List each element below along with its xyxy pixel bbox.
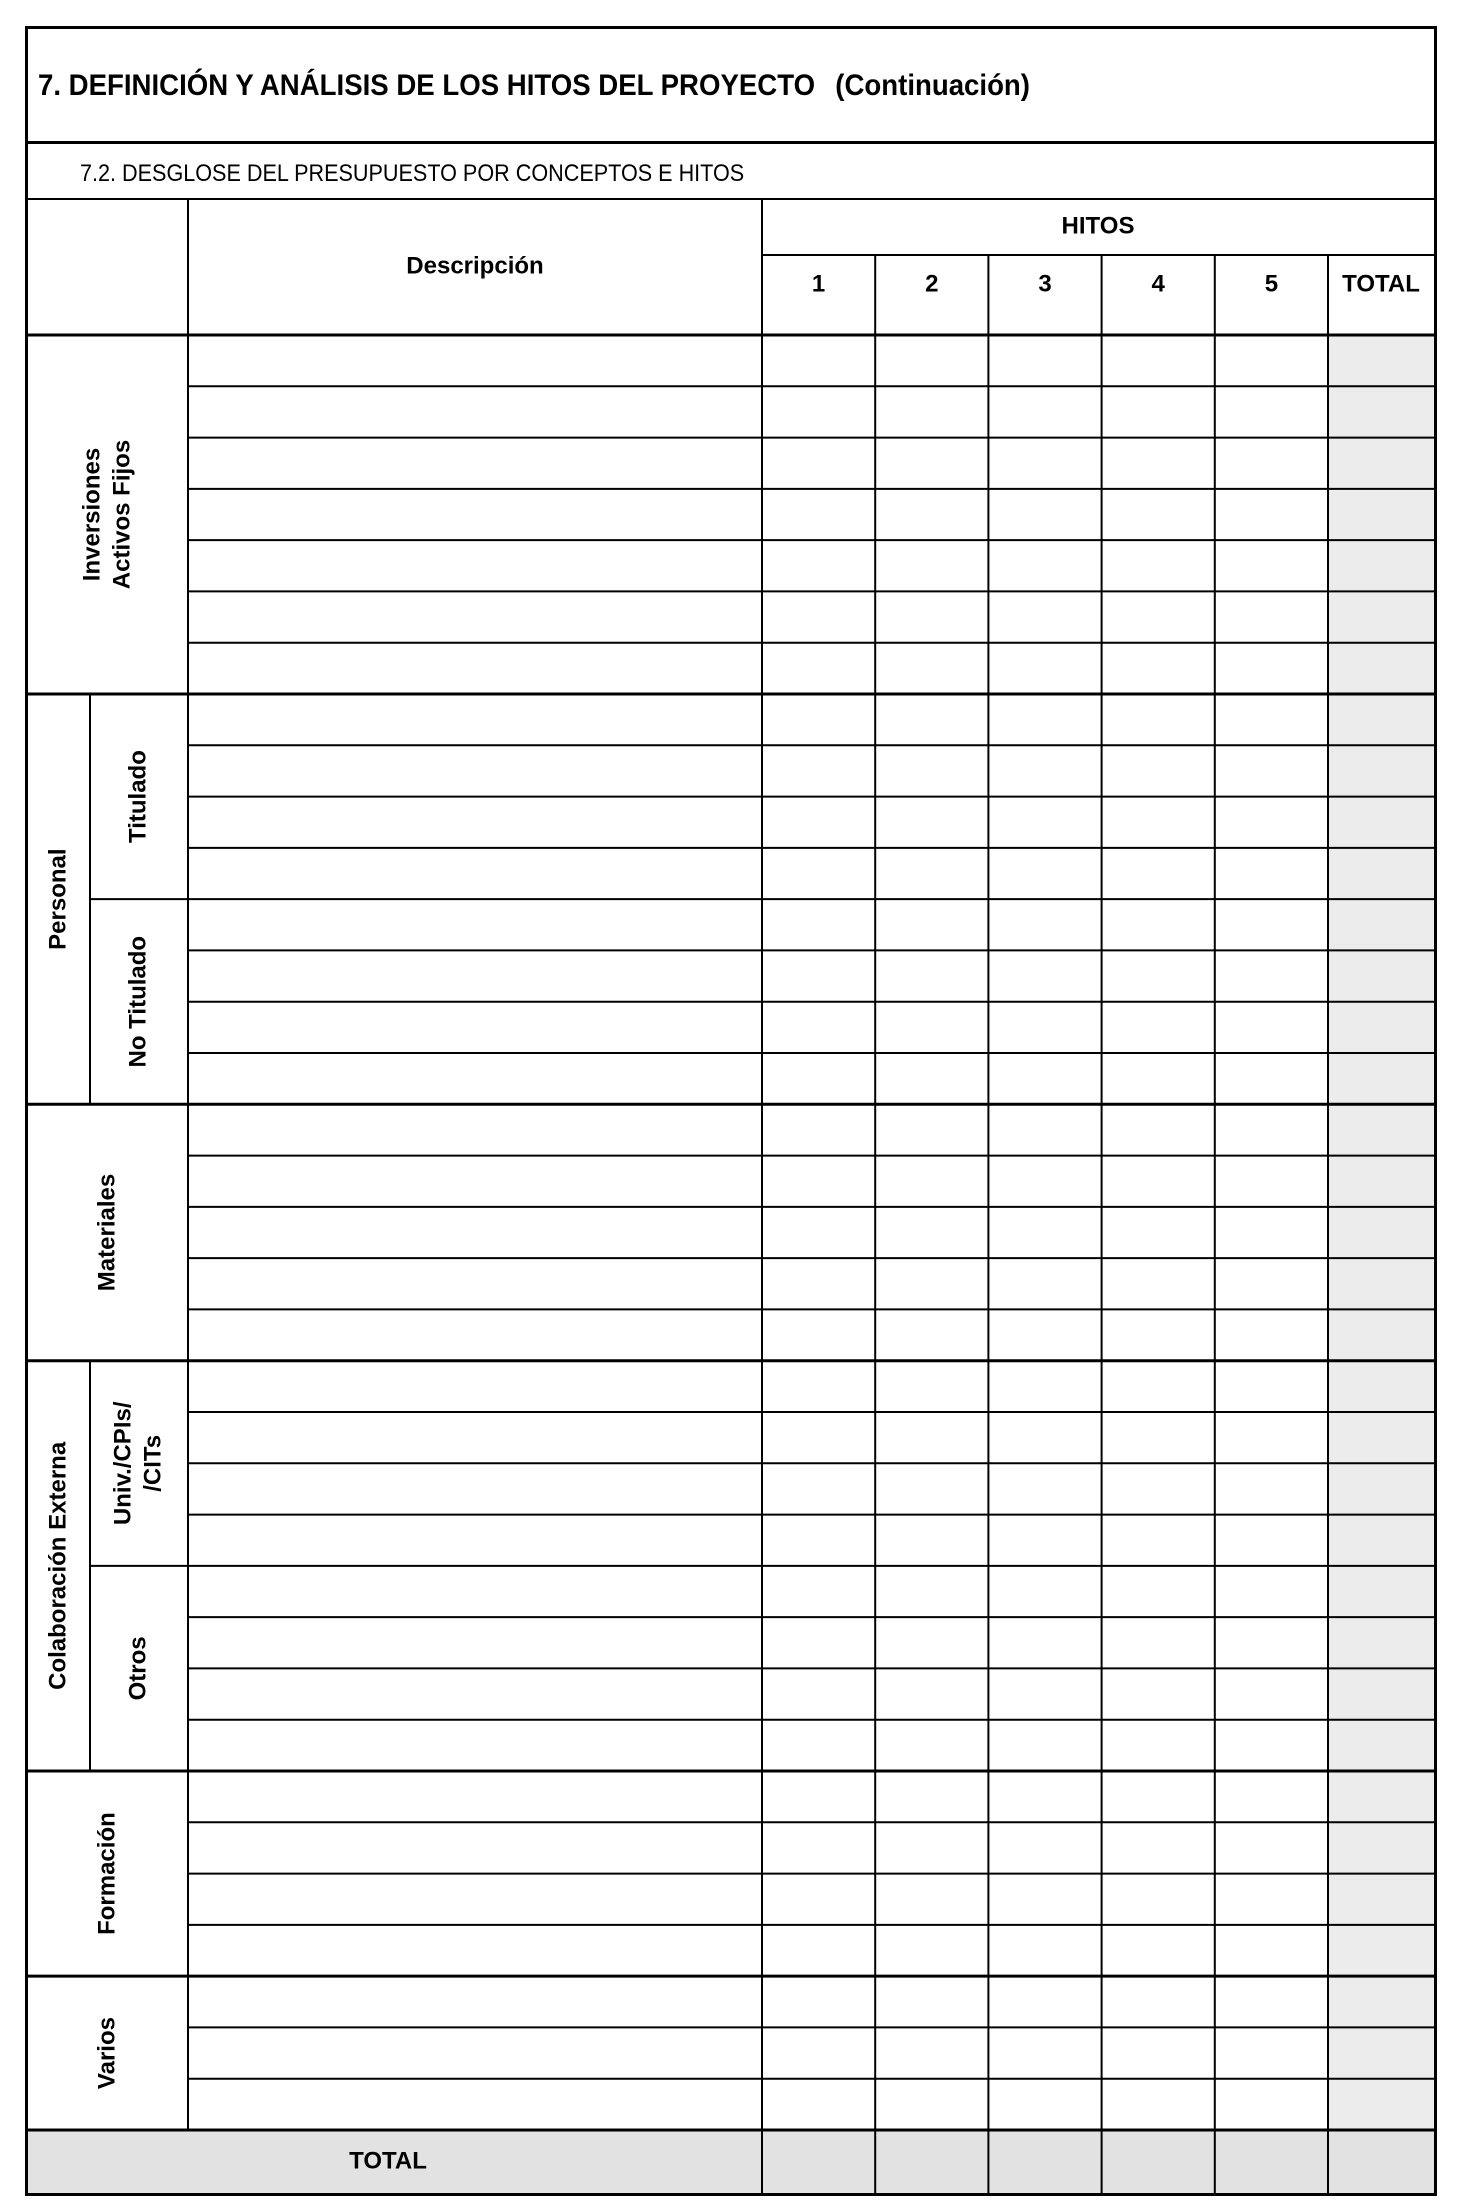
hito-4-cell[interactable] bbox=[1102, 591, 1215, 642]
hito-2-cell[interactable] bbox=[875, 489, 988, 540]
hito-4-cell[interactable] bbox=[1102, 1874, 1215, 1925]
hito-3-cell[interactable] bbox=[988, 1002, 1101, 1053]
hito-2-cell[interactable] bbox=[875, 745, 988, 796]
hito-2-cell[interactable] bbox=[875, 591, 988, 642]
total-cell[interactable] bbox=[1328, 1207, 1434, 1258]
hito-3-cell[interactable] bbox=[988, 591, 1101, 642]
description-cell[interactable] bbox=[188, 1463, 762, 1514]
hito-3-cell[interactable] bbox=[988, 2027, 1101, 2078]
hito-2-cell[interactable] bbox=[875, 1053, 988, 1104]
hito-3-cell[interactable] bbox=[988, 489, 1101, 540]
hito-4-cell[interactable] bbox=[1102, 335, 1215, 386]
hito-3-cell[interactable] bbox=[988, 1617, 1101, 1668]
hito-1-cell[interactable] bbox=[762, 1156, 875, 1207]
hito-2-cell[interactable] bbox=[875, 1925, 988, 1976]
total-cell[interactable] bbox=[1328, 899, 1434, 950]
total-cell[interactable] bbox=[1328, 1412, 1434, 1463]
hito-4-cell[interactable] bbox=[1102, 745, 1215, 796]
hito-3-cell[interactable] bbox=[988, 1925, 1101, 1976]
hito-3-cell[interactable] bbox=[988, 1976, 1101, 2027]
hito-3-cell[interactable] bbox=[988, 950, 1101, 1001]
total-cell[interactable] bbox=[1328, 438, 1434, 489]
hito-1-cell[interactable] bbox=[762, 848, 875, 899]
hito-2-cell[interactable] bbox=[875, 1258, 988, 1309]
hito-3-cell[interactable] bbox=[988, 1207, 1101, 1258]
hito-5-cell[interactable] bbox=[1215, 1925, 1328, 1976]
hito-2-cell[interactable] bbox=[875, 899, 988, 950]
description-cell[interactable] bbox=[188, 1668, 762, 1719]
hito-1-cell[interactable] bbox=[762, 386, 875, 437]
total-cell[interactable] bbox=[1328, 2027, 1434, 2078]
hito-4-cell[interactable] bbox=[1102, 1771, 1215, 1822]
hito-5-cell[interactable] bbox=[1215, 1156, 1328, 1207]
description-cell[interactable] bbox=[188, 1976, 762, 2027]
total-cell[interactable] bbox=[1328, 1566, 1434, 1617]
hito-1-cell[interactable] bbox=[762, 591, 875, 642]
hito-4-cell[interactable] bbox=[1102, 438, 1215, 489]
description-cell[interactable] bbox=[188, 1771, 762, 1822]
hito-3-cell[interactable] bbox=[988, 745, 1101, 796]
total-cell[interactable] bbox=[1328, 1053, 1434, 1104]
hito-2-cell[interactable] bbox=[875, 1361, 988, 1412]
hito-1-cell[interactable] bbox=[762, 1053, 875, 1104]
hito-5-cell[interactable] bbox=[1215, 745, 1328, 796]
hito-4-cell[interactable] bbox=[1102, 1822, 1215, 1873]
group-colaboracion-externa-label-line: Colaboración Externa bbox=[44, 1441, 72, 1690]
subgroup-univ-cpis-cits-label-line: Univ./CPIs/ bbox=[109, 1401, 137, 1526]
total-cell[interactable] bbox=[1328, 1156, 1434, 1207]
hito-4-cell[interactable] bbox=[1102, 1053, 1215, 1104]
hito-2-cell[interactable] bbox=[875, 1463, 988, 1514]
hito-5-cell[interactable] bbox=[1215, 489, 1328, 540]
description-cell[interactable] bbox=[188, 1309, 762, 1360]
hito-3-cell[interactable] bbox=[988, 1720, 1101, 1771]
subgroup-otros-label-line: Otros bbox=[124, 1636, 152, 1701]
hito-4-cell[interactable] bbox=[1102, 848, 1215, 899]
hito-4-cell[interactable] bbox=[1102, 1720, 1215, 1771]
hito-2-cell[interactable] bbox=[875, 1309, 988, 1360]
hito-3-cell[interactable] bbox=[988, 386, 1101, 437]
description-cell[interactable] bbox=[188, 1822, 762, 1873]
hito-5-cell[interactable] bbox=[1215, 2027, 1328, 2078]
description-cell[interactable] bbox=[188, 694, 762, 745]
total-column-header: TOTAL bbox=[1342, 270, 1420, 298]
hito-4-cell[interactable] bbox=[1102, 1463, 1215, 1514]
hito-2-cell[interactable] bbox=[875, 1874, 988, 1925]
hito-1-cell[interactable] bbox=[762, 1720, 875, 1771]
hito-3-cell[interactable] bbox=[988, 1053, 1101, 1104]
hito-1-cell[interactable] bbox=[762, 438, 875, 489]
description-cell[interactable] bbox=[188, 745, 762, 796]
hito-4-cell[interactable] bbox=[1102, 950, 1215, 1001]
description-cell[interactable] bbox=[188, 1361, 762, 1412]
group-formacion-label bbox=[93, 1812, 120, 1935]
total-cell[interactable] bbox=[1328, 1309, 1434, 1360]
total-cell[interactable] bbox=[1328, 643, 1434, 694]
section-title-continuation: (Continuación) bbox=[835, 69, 1030, 102]
hito-1-cell[interactable] bbox=[762, 1822, 875, 1873]
total-cell[interactable] bbox=[1328, 1258, 1434, 1309]
hito-5-cell[interactable] bbox=[1215, 1617, 1328, 1668]
hito-1-cell[interactable] bbox=[762, 1668, 875, 1719]
group-personal-label-line: Personal bbox=[44, 848, 72, 950]
hito-4-cell[interactable] bbox=[1102, 1361, 1215, 1412]
hito-4-header: 4 bbox=[1151, 270, 1165, 298]
hito-4-cell[interactable] bbox=[1102, 1207, 1215, 1258]
total-cell[interactable] bbox=[1328, 1668, 1434, 1719]
hito-1-cell[interactable] bbox=[762, 745, 875, 796]
hito-1-cell[interactable] bbox=[762, 1925, 875, 1976]
group-varios-label-line: Varios bbox=[93, 2017, 121, 2090]
hito-1-header: 1 bbox=[811, 270, 826, 298]
hito-1-cell[interactable] bbox=[762, 2079, 875, 2130]
hito-2-cell[interactable] bbox=[875, 1566, 988, 1617]
hito-3-cell[interactable] bbox=[988, 1874, 1101, 1925]
total-cell[interactable] bbox=[1328, 489, 1434, 540]
hito-5-cell[interactable] bbox=[1215, 591, 1328, 642]
hito-5-cell[interactable] bbox=[1215, 848, 1328, 899]
hito-1-cell[interactable] bbox=[762, 1771, 875, 1822]
hito-2-cell[interactable] bbox=[875, 1720, 988, 1771]
hito-5-cell[interactable] bbox=[1215, 1463, 1328, 1514]
description-cell[interactable] bbox=[188, 1617, 762, 1668]
hito-4-cell[interactable] bbox=[1102, 1412, 1215, 1463]
group-inversiones-activos-fijos-label-line: Activos Fijos bbox=[108, 439, 136, 590]
grand-total-total-cell[interactable] bbox=[1328, 2130, 1434, 2193]
grand-total-hito-1-cell[interactable] bbox=[762, 2130, 875, 2193]
hito-5-cell[interactable] bbox=[1215, 2079, 1328, 2130]
hito-2-cell[interactable] bbox=[875, 643, 988, 694]
hito-4-cell[interactable] bbox=[1102, 386, 1215, 437]
hito-3-cell[interactable] bbox=[988, 694, 1101, 745]
description-cell[interactable] bbox=[188, 2079, 762, 2130]
hito-2-cell[interactable] bbox=[875, 694, 988, 745]
hito-3-cell[interactable] bbox=[988, 335, 1101, 386]
total-cell[interactable] bbox=[1328, 386, 1434, 437]
description-cell[interactable] bbox=[188, 1002, 762, 1053]
hito-5-cell[interactable] bbox=[1215, 540, 1328, 591]
hito-5-cell[interactable] bbox=[1215, 1566, 1328, 1617]
hito-4-cell[interactable] bbox=[1102, 1668, 1215, 1719]
hito-5-cell[interactable] bbox=[1215, 1976, 1328, 2027]
group-materiales-label bbox=[93, 1174, 120, 1291]
hito-2-cell[interactable] bbox=[875, 1412, 988, 1463]
description-cell[interactable] bbox=[188, 643, 762, 694]
hito-3-cell[interactable] bbox=[988, 2079, 1101, 2130]
description-cell[interactable] bbox=[188, 950, 762, 1001]
total-cell[interactable] bbox=[1328, 1976, 1434, 2027]
description-cell[interactable] bbox=[188, 489, 762, 540]
hito-2-cell[interactable] bbox=[875, 1515, 988, 1566]
hito-4-cell[interactable] bbox=[1102, 540, 1215, 591]
hito-1-cell[interactable] bbox=[762, 1412, 875, 1463]
hito-3-cell[interactable] bbox=[988, 1361, 1101, 1412]
hito-2-cell[interactable] bbox=[875, 1156, 988, 1207]
hito-2-header: 2 bbox=[925, 270, 939, 298]
subgroup-no-titulado-label-line: No Titulado bbox=[124, 935, 152, 1068]
hito-4-cell[interactable] bbox=[1102, 2079, 1215, 2130]
hito-2-cell[interactable] bbox=[875, 848, 988, 899]
subgroup-univ-cpis-cits-label-line: /CITs bbox=[139, 1434, 167, 1492]
hito-2-cell[interactable] bbox=[875, 1002, 988, 1053]
hito-3-cell[interactable] bbox=[988, 1771, 1101, 1822]
total-cell[interactable] bbox=[1328, 848, 1434, 899]
hito-4-cell[interactable] bbox=[1102, 694, 1215, 745]
hito-5-cell[interactable] bbox=[1215, 438, 1328, 489]
total-cell[interactable] bbox=[1328, 745, 1434, 796]
hito-3-cell[interactable] bbox=[988, 1156, 1101, 1207]
hito-5-cell[interactable] bbox=[1215, 386, 1328, 437]
total-cell[interactable] bbox=[1328, 1874, 1434, 1925]
total-cell[interactable] bbox=[1328, 1617, 1434, 1668]
description-cell[interactable] bbox=[188, 1053, 762, 1104]
subgroup-univ-cpis-cits-label bbox=[109, 1401, 166, 1525]
hito-5-cell[interactable] bbox=[1215, 1412, 1328, 1463]
hito-4-cell[interactable] bbox=[1102, 1156, 1215, 1207]
description-cell[interactable] bbox=[188, 1412, 762, 1463]
hito-1-cell[interactable] bbox=[762, 694, 875, 745]
hito-4-cell[interactable] bbox=[1102, 2027, 1215, 2078]
hito-1-cell[interactable] bbox=[762, 1874, 875, 1925]
hito-5-cell[interactable] bbox=[1215, 797, 1328, 848]
grand-total-hito-5-cell[interactable] bbox=[1215, 2130, 1328, 2193]
hito-1-cell[interactable] bbox=[762, 1617, 875, 1668]
hito-2-cell[interactable] bbox=[875, 1976, 988, 2027]
description-cell[interactable] bbox=[188, 386, 762, 437]
hito-4-cell[interactable] bbox=[1102, 489, 1215, 540]
hito-5-cell[interactable] bbox=[1215, 1104, 1328, 1155]
hito-5-cell[interactable] bbox=[1215, 335, 1328, 386]
hito-1-cell[interactable] bbox=[762, 1566, 875, 1617]
hitos-header: HITOS bbox=[1061, 212, 1135, 240]
hito-5-cell[interactable] bbox=[1215, 950, 1328, 1001]
hito-5-cell[interactable] bbox=[1215, 1720, 1328, 1771]
hito-1-cell[interactable] bbox=[762, 899, 875, 950]
hito-1-cell[interactable] bbox=[762, 1515, 875, 1566]
hito-5-header: 5 bbox=[1264, 270, 1279, 298]
hito-1-cell[interactable] bbox=[762, 2027, 875, 2078]
grand-total-hito-4-cell[interactable] bbox=[1102, 2130, 1215, 2193]
hito-3-cell[interactable] bbox=[988, 438, 1101, 489]
group-varios-label bbox=[93, 2017, 120, 2089]
hito-1-cell[interactable] bbox=[762, 950, 875, 1001]
total-cell[interactable] bbox=[1328, 1463, 1434, 1514]
description-cell[interactable] bbox=[188, 1515, 762, 1566]
section-title-main: 7. DEFINICIÓN Y ANÁLISIS DE LOS HITOS DEL PROYECTO bbox=[38, 69, 816, 102]
hito-1-cell[interactable] bbox=[762, 489, 875, 540]
hito-1-cell[interactable] bbox=[762, 1463, 875, 1514]
subgroup-no-titulado-label bbox=[124, 936, 151, 1068]
hito-1-cell[interactable] bbox=[762, 1258, 875, 1309]
hito-4-cell[interactable] bbox=[1102, 1104, 1215, 1155]
description-cell[interactable] bbox=[188, 2027, 762, 2078]
hito-1-cell[interactable] bbox=[762, 1361, 875, 1412]
hito-4-cell[interactable] bbox=[1102, 1925, 1215, 1976]
hito-5-cell[interactable] bbox=[1215, 1822, 1328, 1873]
description-cell[interactable] bbox=[188, 1874, 762, 1925]
total-cell[interactable] bbox=[1328, 1720, 1434, 1771]
description-cell[interactable] bbox=[188, 591, 762, 642]
hito-1-cell[interactable] bbox=[762, 643, 875, 694]
group-personal-label bbox=[44, 848, 71, 949]
total-cell[interactable] bbox=[1328, 1104, 1434, 1155]
total-cell[interactable] bbox=[1328, 1822, 1434, 1873]
description-cell[interactable] bbox=[188, 1104, 762, 1155]
hito-5-cell[interactable] bbox=[1215, 899, 1328, 950]
total-cell[interactable] bbox=[1328, 2079, 1434, 2130]
description-cell[interactable] bbox=[188, 1925, 762, 1976]
hito-2-cell[interactable] bbox=[875, 540, 988, 591]
description-cell[interactable] bbox=[188, 848, 762, 899]
total-cell[interactable] bbox=[1328, 335, 1434, 386]
hito-5-cell[interactable] bbox=[1215, 1309, 1328, 1360]
hito-2-cell[interactable] bbox=[875, 950, 988, 1001]
hito-5-cell[interactable] bbox=[1215, 1668, 1328, 1719]
description-cell[interactable] bbox=[188, 335, 762, 386]
hito-4-cell[interactable] bbox=[1102, 797, 1215, 848]
grand-total-hito-3-cell[interactable] bbox=[988, 2130, 1101, 2193]
hito-3-cell[interactable] bbox=[988, 1566, 1101, 1617]
hito-4-cell[interactable] bbox=[1102, 1002, 1215, 1053]
description-cell[interactable] bbox=[188, 1258, 762, 1309]
hito-5-cell[interactable] bbox=[1215, 1258, 1328, 1309]
total-cell[interactable] bbox=[1328, 540, 1434, 591]
total-cell[interactable] bbox=[1328, 1361, 1434, 1412]
hito-3-cell[interactable] bbox=[988, 540, 1101, 591]
description-cell[interactable] bbox=[188, 1720, 762, 1771]
description-cell[interactable] bbox=[188, 540, 762, 591]
hito-3-cell[interactable] bbox=[988, 1822, 1101, 1873]
hito-1-cell[interactable] bbox=[762, 1976, 875, 2027]
hito-2-cell[interactable] bbox=[875, 1207, 988, 1258]
total-cell[interactable] bbox=[1328, 694, 1434, 745]
total-cell[interactable] bbox=[1328, 1925, 1434, 1976]
hito-2-cell[interactable] bbox=[875, 1822, 988, 1873]
hito-2-cell[interactable] bbox=[875, 438, 988, 489]
hito-3-cell[interactable] bbox=[988, 1515, 1101, 1566]
group-formacion-label-line: Formación bbox=[93, 1812, 121, 1935]
subgroup-otros-label bbox=[124, 1636, 151, 1700]
description-cell[interactable] bbox=[188, 1207, 762, 1258]
hito-4-cell[interactable] bbox=[1102, 1258, 1215, 1309]
hito-3-cell[interactable] bbox=[988, 643, 1101, 694]
hito-1-cell[interactable] bbox=[762, 1309, 875, 1360]
hito-4-cell[interactable] bbox=[1102, 1309, 1215, 1360]
hito-1-cell[interactable] bbox=[762, 1002, 875, 1053]
subsection-title: 7.2. DESGLOSE DEL PRESUPUESTO POR CONCEPTOS E HITOS bbox=[80, 160, 745, 187]
hito-1-cell[interactable] bbox=[762, 797, 875, 848]
total-cell[interactable] bbox=[1328, 1002, 1434, 1053]
hito-1-cell[interactable] bbox=[762, 540, 875, 591]
hito-2-cell[interactable] bbox=[875, 335, 988, 386]
group-colaboracion-externa-label bbox=[44, 1441, 71, 1690]
description-cell[interactable] bbox=[188, 899, 762, 950]
hito-3-cell[interactable] bbox=[988, 1309, 1101, 1360]
description-cell[interactable] bbox=[188, 1566, 762, 1617]
hito-5-cell[interactable] bbox=[1215, 643, 1328, 694]
hito-3-cell[interactable] bbox=[988, 1258, 1101, 1309]
total-cell[interactable] bbox=[1328, 950, 1434, 1001]
description-header: Descripción bbox=[406, 252, 544, 280]
grand-total-hito-2-cell[interactable] bbox=[875, 2130, 988, 2193]
hito-3-cell[interactable] bbox=[988, 797, 1101, 848]
group-inversiones-activos-fijos-label-line: Inversiones bbox=[78, 447, 106, 582]
hito-5-cell[interactable] bbox=[1215, 1771, 1328, 1822]
description-cell[interactable] bbox=[188, 797, 762, 848]
budget-form bbox=[25, 26, 1437, 2196]
hito-1-cell[interactable] bbox=[762, 1207, 875, 1258]
hito-2-cell[interactable] bbox=[875, 797, 988, 848]
hito-2-cell[interactable] bbox=[875, 1617, 988, 1668]
description-cell[interactable] bbox=[188, 1156, 762, 1207]
hito-3-cell[interactable] bbox=[988, 1412, 1101, 1463]
total-cell[interactable] bbox=[1328, 1771, 1434, 1822]
hito-5-cell[interactable] bbox=[1215, 1002, 1328, 1053]
subgroup-titulado-label-line: Titulado bbox=[124, 750, 152, 844]
total-cell[interactable] bbox=[1328, 797, 1434, 848]
hito-4-cell[interactable] bbox=[1102, 1515, 1215, 1566]
hito-5-cell[interactable] bbox=[1215, 694, 1328, 745]
hito-3-cell[interactable] bbox=[988, 899, 1101, 950]
hito-5-cell[interactable] bbox=[1215, 1874, 1328, 1925]
hito-1-cell[interactable] bbox=[762, 335, 875, 386]
grand-total-label: TOTAL bbox=[349, 2147, 427, 2175]
total-cell[interactable] bbox=[1328, 591, 1434, 642]
hito-5-cell[interactable] bbox=[1215, 1207, 1328, 1258]
hito-2-cell[interactable] bbox=[875, 1104, 988, 1155]
hito-4-cell[interactable] bbox=[1102, 1566, 1215, 1617]
hito-4-cell[interactable] bbox=[1102, 1976, 1215, 2027]
hito-3-header: 3 bbox=[1038, 270, 1052, 298]
description-cell[interactable] bbox=[188, 438, 762, 489]
total-cell[interactable] bbox=[1328, 1515, 1434, 1566]
hito-2-cell[interactable] bbox=[875, 2079, 988, 2130]
hito-5-cell[interactable] bbox=[1215, 1053, 1328, 1104]
hito-5-cell[interactable] bbox=[1215, 1515, 1328, 1566]
hito-2-cell[interactable] bbox=[875, 386, 988, 437]
hito-3-cell[interactable] bbox=[988, 1463, 1101, 1514]
hito-4-cell[interactable] bbox=[1102, 899, 1215, 950]
hito-2-cell[interactable] bbox=[875, 1771, 988, 1822]
hito-3-cell[interactable] bbox=[988, 848, 1101, 899]
hito-4-cell[interactable] bbox=[1102, 1617, 1215, 1668]
hito-5-cell[interactable] bbox=[1215, 1361, 1328, 1412]
hito-2-cell[interactable] bbox=[875, 2027, 988, 2078]
budget-table bbox=[28, 29, 1434, 2193]
subgroup-titulado-label bbox=[124, 750, 151, 843]
hito-1-cell[interactable] bbox=[762, 1104, 875, 1155]
group-materiales-label-line: Materiales bbox=[93, 1173, 121, 1292]
hito-4-cell[interactable] bbox=[1102, 643, 1215, 694]
hito-3-cell[interactable] bbox=[988, 1668, 1101, 1719]
hito-3-cell[interactable] bbox=[988, 1104, 1101, 1155]
hito-2-cell[interactable] bbox=[875, 1668, 988, 1719]
group-inversiones-activos-fijos-label bbox=[78, 440, 135, 589]
